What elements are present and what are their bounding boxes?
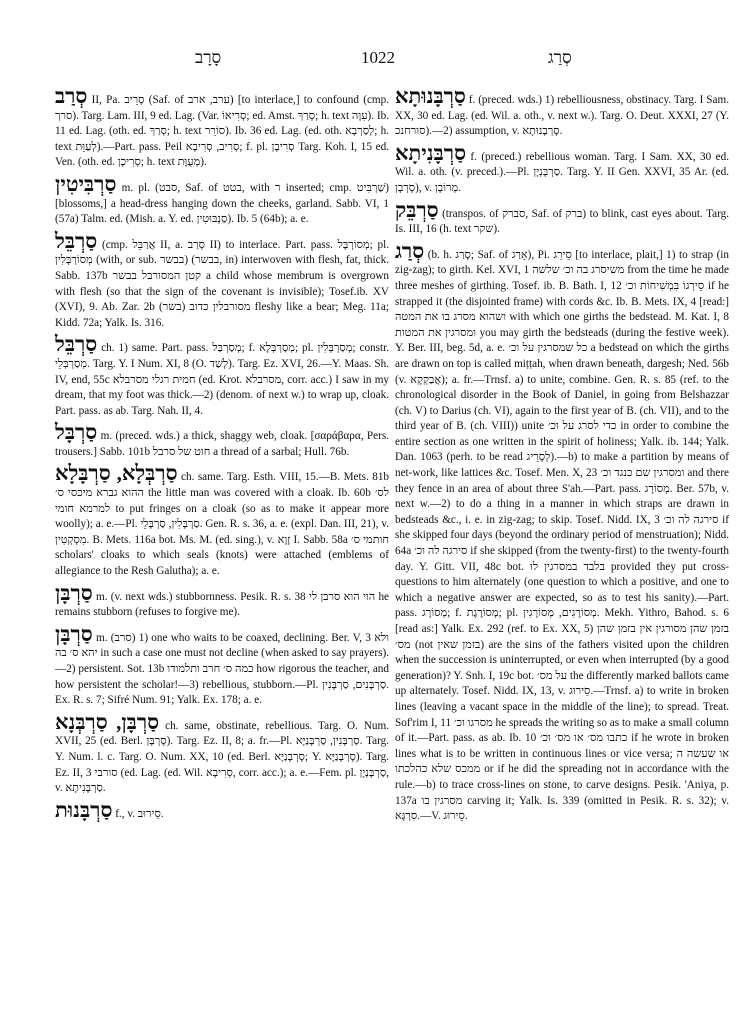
entry-headword: סַרְבָּן bbox=[55, 580, 93, 605]
page-header bbox=[0, 48, 750, 74]
header-left-guideword: סָרָב bbox=[195, 48, 222, 67]
dictionary-entry bbox=[395, 238, 730, 825]
entry-headword: סַרְבָּנוּת bbox=[55, 797, 113, 822]
entry-text: m. pl. (סבט, Saf. of בטט, with ר inserted; cmp. שַׁרְבִּיט) [blossoms,] a head-dress hanging down the cheeks, garland. Sabb. VI, 1 (57a) Talm. ed. (Mish. a. Y. ed. סַנְבּוּטִין). Ib. 5 (64b); a. e. bbox=[55, 181, 389, 226]
dictionary-entry bbox=[55, 171, 389, 228]
entry-headword: סַרְבָּנוּתָא bbox=[395, 84, 466, 108]
entry-text: (b. h. סָרַג; Saf. of אָרַג), Pi. סֵירֵג [to interlace, plait,] 1) to strap (in zig-zag); to girth. Kel. XVI, 1 משיסרג בה וכ׳ שלשה from the time he made three meshes of girthing. Tosef. ib. B. Bath. I, 12 סֵירְגוֹ בִּמְשִׁיחוֹת וכ׳ if he strapped it (the disjointed frame) with cords &c. Ib. B. Mets. IX, 4 [read:] ושהוא מסרג בו את המטה with which one girths the bedstead. M. Kat. I, 8 ומסרגין את המטות you may girth the bedsteads (during the festive week). Y. Ber. III, beg. 5d, a. e. כל שמסרגין על וכ׳ a bedstead on which the girths are drawn on top is called miṭṭah, when drawn beneath, dargesh; Ned. 56b (v. אֲבַקְקָא); a. fr.—Trnsf. a) to unite, combine. Gen. R. s. 85 (ref. to the chronological disorder in the Book of Daniel, in going from Belshazzar (ch. V) to Darius (ch. VI), again to the first year of B. (ch. VII), and to the third year of B. (ch. VIII)) unite כדי לסרג על וכ׳ in order to combine the entire section as one written in the spirit of holiness; Yalk. ib. 144; Yalk. Dan. 1063 (perh. to be read לְסָרֵיג).—b) to make a partition by means of net-work, like lattices &c. Tosef. Men. X, 23 ומסרגין שם כנגד וכ׳ and there they fence in an area of about three S'ah.—Part. pass. מְסוֹרָג. Ber. 57b, v. next w.—2) to do a thing in a manner in which straps are drawn in bedsteads &c., i. e. in zig-zag; to skip. Tosef. Nidd. IX, 3 סירגה לה וכ׳ if she skipped four days (beyond the ordinary period of menstruation); Nidd. 64a סירגה לה וכ׳ if she skipped (from the twenty-first) to the twenty-fourth day. Y. Gitt. VII, 48c bot. בלבד במסרגין לו provided they put cross-questions to him alternately (one question to which a positive, and one to which a negative answer are expected, so as to test his sanity).—Part. pass. מְסוֹרָג; f. מְסוֹרֶגֶת; pl. מְסוֹרָגִים, מְסוֹרָגִין. Mekh. Yithro, Bahod. s. 6 [read as:] Yalk. Ex. 292 (ref. to Ex. XX, 5) בזמן שהן מסורגין אין בזמן שהן מס׳ (not בזמן שאין) are the sins of the fathers visited upon the children when the succession is uninterrupted, or even when interrupted (by a good generation)? Y. Snh. I, 19c bot. על מס׳ the differently marked ballots came up alternately. Tosef. Nidd. IX, 13, v. סֵירוּג.—Trnsf. a) to write in broken lines (leaving a vacant space in the middle of the line); to spread. Treat. Sof'rim I, 11 מסרגו וכ׳ he spreads the writing so as to make a small column of it.—Part. pass. as ab. Ib. 10 כתבו מס׳ או מס׳ וכ׳ if he wrote in broken lines what is to be written in continuous lines or vice versa; או שעשה ה ממכס שלא כהלכתו or if he did the spreading not in accordance with the rule.—b) to trace cross-lines on stone, to carve designs. Pesik. 'Aniya, p. 137a מסרגין בו carving it; Yalk. Is. 339 (omitted in Pesik. R. s. 32); v. סִרְגָּא.—V. סֵירוּג. bbox=[395, 248, 730, 823]
dictionary-entry bbox=[395, 197, 729, 238]
entry-text: m. (preced. wds.) a thick, shaggy web, cloak. [σαράβαρα, Pers. trousers.] Sabb. 101b חוט של סרבל a thread of a sarbal; Hull. 76b. bbox=[55, 430, 389, 458]
entry-text: II, Pa. סָרֵיב (Saf. of ערב, ארב) [to interlace,] to confound (cmp. סרך). Targ. Lam. III, 9 ed. Lag. (Var. סְרִיאוֹ; ed. Amst. סְרַךְ; h. text עִוָּה). Ib. 11 ed. Lag. (oth. ed. סְרַךְ; h. text סוֹרֵר). Ib. 36 ed. Lag. (ed. oth. לְסַרְבָא; h. text לְעַוֵּת).—Part. pass. Peil סְרִיב, סְרִיבָא; f. pl. סְרִיבָן Targ. Koh. I, 15 ed. Ven. (oth. ed. סְרִיכָן; h. text מְעֻוָּת). bbox=[55, 94, 390, 169]
entry-text: ch. 1) same. Part. pass. מְסַרְבַּל; f. מְסַרְבְּלָא; pl. מְסַרְבְּלִין; constr. מְסַרְבְּלֵי. Targ. Y. I Num. XI, 8 (O. לְשַׁד). Targ. Ez. XVI, 26.—Y. Maas. Sh. IV, end, 55c חמית רגלי מסרבלא (ed. Krot. מסרבלא, corr. acc.) I saw in my dream, that my foot was thick.—2) (denom. of next w.) to wrap up, cloak. Part. pass. as ab. Targ. Nah. II, 4. bbox=[55, 342, 390, 417]
entry-headword: סַרְבָּן, סַרְבְּנָא bbox=[55, 709, 160, 734]
entry-headword: סַרְבֵּל bbox=[55, 228, 98, 253]
dictionary-entry bbox=[55, 334, 389, 419]
entry-headword: סַרְבִּיטִין bbox=[55, 171, 117, 196]
entry-headword: סַרְבָּן bbox=[55, 621, 93, 646]
dictionary-entry bbox=[395, 86, 729, 140]
dictionary-entry bbox=[55, 621, 389, 709]
dictionary-entry bbox=[55, 86, 389, 171]
entry-text: (transpos. of סברק, Saf. of ברק) to blink, cast eyes about. Targ. Is. III, 16 (h. text שקר). bbox=[395, 207, 729, 236]
entry-text: m. (סרב) 1) one who waits to be coaxed, declining. Ber. V, 3 ולא יהא ס׳ בה in such a case one must not decline (when asked to say prayers).—2) persistent. Sot. 13b כמה ס׳ חרב ותלמודו how rigorous the teacher, and how persistent the scholar!—3) rebellious, stubborn.—Pl. סַרְבָּנִים, סַרְבָּנִין. Ex. R. s. 7; Sifré Num. 91; Yalk. Ex. 178; a. e. bbox=[55, 631, 389, 707]
entry-text: f. (preced. wds.) 1) rebelliousness, obstinacy. Targ. I Sam. XX, 30 ed. Lag. (ed. Wil. a. oth., v. next w.). Targ. O. Deut. XXXI, 27 (Y. סורחנכ).—2) assumption, v. סָרְבָנוּתָא. bbox=[395, 94, 729, 138]
dictionary-entry bbox=[55, 463, 389, 579]
dictionary-entry bbox=[55, 422, 389, 460]
entry-text: f., v. סֵירוּב. bbox=[115, 807, 164, 820]
page-number: 1022 bbox=[361, 48, 395, 67]
entry-headword: סַרְבָּנִיתָא bbox=[395, 140, 467, 165]
entry-headword: סַרְבְּלָא, סַרְבָּלָא bbox=[55, 461, 178, 486]
dictionary-entry bbox=[395, 140, 730, 197]
dictionary-entry bbox=[55, 797, 389, 823]
dictionary-entry bbox=[55, 228, 389, 332]
entry-headword: סְרַב bbox=[55, 84, 88, 108]
entry-headword: סַרְבֵּק bbox=[395, 197, 439, 222]
entry-text: ch. same. Targ. Esth. VIII, 15.—B. Mets. 81b ההוא גברא מיכסי ס׳ the little man was covered with a cloak. Ib. 60b לס׳ למרמא חומי to put fringes on a cloak (so as to make it appear more woolly); a. e.—Pl. סַרְבָּלִין, סַרְבָּלֵי. Gen. R. s. 36, a. e. (expl. Dan. III, 21), v. מִסְקְטִין. B. Mets. 116a bot. Ms. M. (ed. sing.), v. זָוָא I. Sabb. 58a חותמי ס׳ scholars' cloaks to which seals (knots) were attached (emblems of allegiance to the Resh Galutha); a. e. bbox=[55, 471, 390, 578]
right-column bbox=[395, 86, 729, 828]
entry-text: m. (v. next wds.) stubbornness. Pesik. R. s. 38 הוי הוא סרבן לי he remains stubborn (refuses to forgive me). bbox=[55, 590, 390, 619]
entry-text: (cmp. אֲרַבֵּל II, a. סְרַב II) to interlace. Part. pass. מְסוֹרְבָּל; pl. מְסוֹרְבָּלִין (with, or sub. בבשר) (בבשר, in) interwoven with flesh, fat, thick. Sabb. 137b קטן המסורבל בבשר a child whose membrum is overgrown with flesh (so that the sign of the covenant is invisible); Tosef.ib. XV (XVI), 9. Ab. Zar. 2b מסורבלין כדוב (בשר) fleshy like a bear; Meg. 11a; Kidd. 72a; Yalk. Is. 316. bbox=[55, 238, 389, 329]
entry-text: ch. same, obstinate, rebellious. Targ. O. Num. XVII, 25 (ed. Berl. סָרְבָּן). Targ. Ez. II, 8; a. fr.—Pl. סַרְבָּנִין, סַרְבָּנַיָּא. Targ. Y. Num. l. c. Targ. O. Num. XX, 10 (ed. Berl. סָרְבָנַיָּא; Y. סָרְבָנַיָּא). Targ. Ez. II, 3 סורבי (ed. Lag. (ed. Wil. סְרִיבָא, corr. acc.); a. e.—Fem. pl. סַרְבָּנְיָן, v. סַרְבָּנִיתָא. bbox=[55, 719, 390, 795]
left-column bbox=[55, 86, 389, 825]
dictionary-entry bbox=[55, 709, 390, 797]
entry-headword: סַרְבֵּל bbox=[55, 332, 98, 357]
entry-text: f. (preced.) rebellious woman. Targ. I Sam. XX, 30 ed. Wil. a. oth. (v. preced.).—Pl. סַרְבָּנְיָן. Targ. Y. II Gen. XXVI, 35 Ar. (ed. סָרְבָן), v. מְרוֹבָן. bbox=[395, 150, 730, 194]
header-right-guideword: סְרַג bbox=[548, 48, 572, 67]
dictionary-entry bbox=[55, 580, 390, 621]
entry-headword: סְרַג bbox=[395, 238, 425, 263]
entry-headword: סַרְבָּל bbox=[55, 420, 98, 445]
